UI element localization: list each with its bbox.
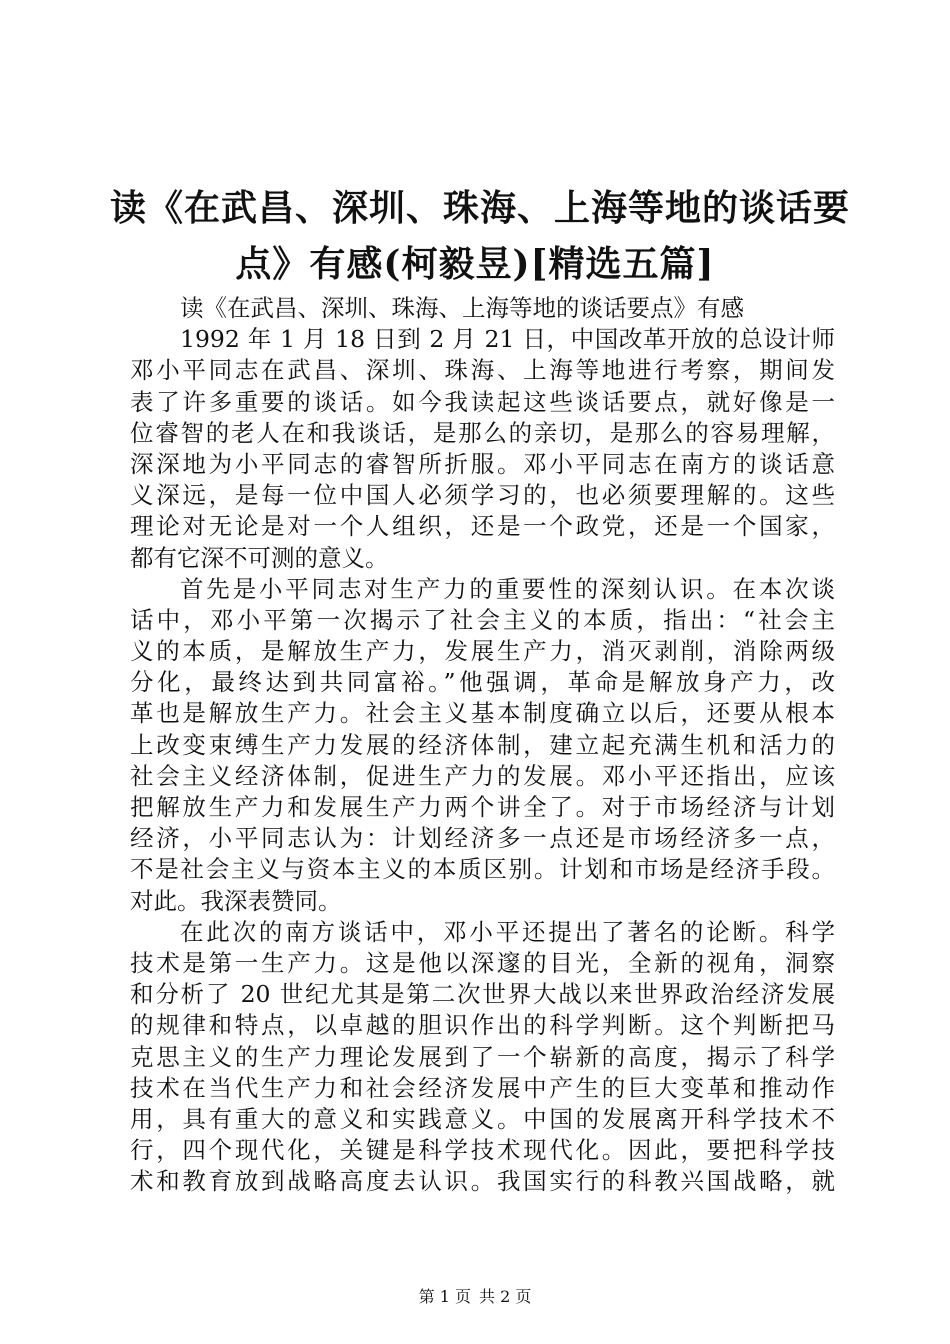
- title-line-1: 读《在武昌、深圳、珠海、上海等地的谈话要: [110, 187, 851, 229]
- paragraph-line: 表了许多重要的谈话。如今我读起这些谈话要点，就好像是一: [130, 387, 835, 416]
- paragraph-line: 话中，邓小平第一次揭示了社会主义的本质，指出：“社会主: [130, 605, 835, 634]
- paragraph-line: 不是社会主义与资本主义的本质区别。计划和市场是经济手段。: [130, 855, 835, 884]
- paragraph-line: 用，具有重大的意义和实践意义。中国的发展离开科学技术不: [130, 1104, 835, 1133]
- paragraph-line: 把解放生产力和发展生产力两个讲全了。对于市场经济与计划: [130, 793, 835, 821]
- paragraph-line: 邓小平同志在武昌、深圳、珠海、上海等地进行考察，期间发: [130, 356, 835, 385]
- paragraph-line: 深深地为小平同志的睿智所折服。邓小平同志在南方的谈话意: [130, 449, 835, 478]
- paragraph-line: 社会主义经济体制，促进生产力的发展。邓小平还指出，应该: [130, 761, 835, 790]
- paragraph-line: 读《在武昌、深圳、珠海、上海等地的谈话要点》有感: [180, 294, 744, 322]
- paragraph-line: 位睿智的老人在和我谈话，是那么的亲切，是那么的容易理解，: [130, 418, 835, 447]
- paragraph-line: 的规律和特点，以卓越的胆识作出的科学判断。这个判断把马: [130, 1011, 835, 1040]
- paragraph-line: 对此。我深表赞同。: [130, 886, 342, 915]
- paragraph-line: 和分析了 20 世纪尤其是第二次世界大战以来世界政治经济发展: [130, 980, 835, 1009]
- paragraph-line: 首先是小平同志对生产力的重要性的深刻认识。在本次谈: [180, 574, 835, 603]
- document-title: [110, 180, 851, 292]
- paragraph-line: 理论对无论是对一个人组织，还是一个政党，还是一个国家，: [130, 512, 835, 541]
- paragraph-line: 技术是第一生产力。这是他以深邃的目光，全新的视角，洞察: [130, 948, 835, 977]
- paragraph-2: [130, 574, 835, 917]
- paragraph-line: 上改变束缚生产力发展的经济体制，建立起充满生机和活力的: [130, 730, 835, 759]
- paragraph-line: 义的本质，是解放生产力，发展生产力，消灭剥削，消除两级: [130, 637, 835, 666]
- paragraph-line: 都有它深不可测的意义。: [130, 543, 389, 572]
- paragraph-line: 技术在当代生产力和社会经济发展中产生的巨大变革和推动作: [130, 1073, 835, 1102]
- title-line-2: 点》有感(柯毅昱)[精选五篇]: [235, 243, 715, 285]
- paragraph-line: 革也是解放生产力。社会主义基本制度确立以后，还要从根本: [130, 699, 835, 728]
- paragraph-line: 在此次的南方谈话中，邓小平还提出了著名的论断。科学: [180, 917, 835, 946]
- paragraph-3: [130, 917, 835, 1198]
- paragraph-line: 行，四个现代化，关键是科学技术现代化。因此，要把科学技: [130, 1136, 835, 1165]
- paragraph-line: 克思主义的生产力理论发展到了一个崭新的高度，揭示了科学: [130, 1042, 835, 1071]
- page-total: 共 2 页: [479, 1287, 532, 1306]
- paragraph-line: 义深远，是每一位中国人必须学习的，也必须要理解的。这些: [130, 481, 835, 510]
- paragraph-line: 分化，最终达到共同富裕。”他强调，革命是解放身产力，改: [130, 668, 835, 697]
- paragraph-1: [130, 324, 835, 574]
- page-footer: [0, 1287, 950, 1307]
- paragraph-line: 术和教育放到战略高度去认识。我国实行的科教兴国战略，就: [130, 1167, 835, 1196]
- paragraph-subtitle: [130, 293, 835, 324]
- page-number: 第 1 页: [418, 1287, 471, 1306]
- paragraph-line: 1992 年 1 月 18 日到 2 月 21 日，中国改革开放的总设计师: [180, 325, 835, 354]
- document-body: [130, 293, 835, 1197]
- paragraph-line: 经济，小平同志认为：计划经济多一点还是市场经济多一点，: [130, 824, 835, 853]
